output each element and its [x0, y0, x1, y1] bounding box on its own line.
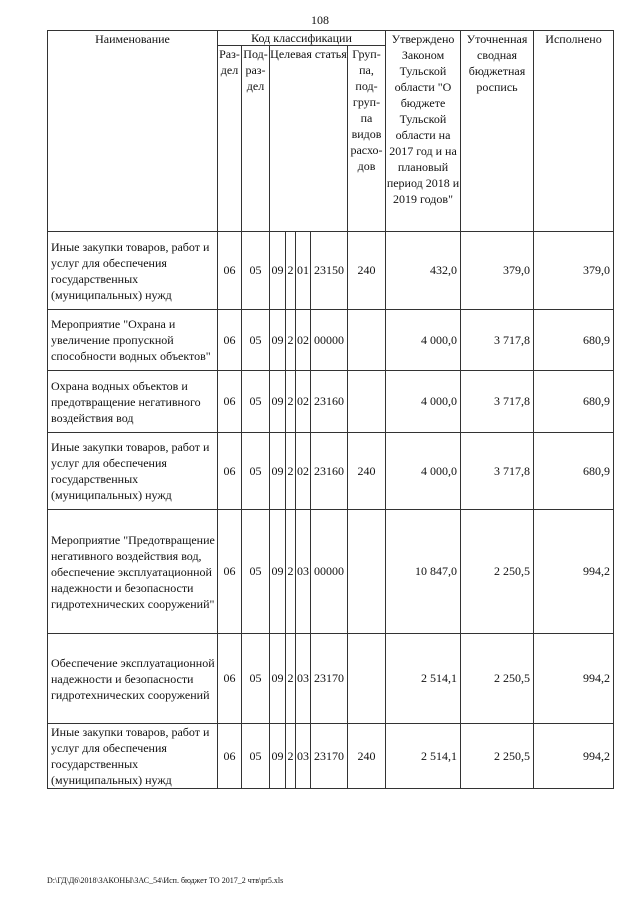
row-direction: 23170 — [311, 724, 348, 789]
row-name: Иные закупки товаров, работ и услуг для обеспечения государственных (муниципальных) нужд — [48, 232, 218, 310]
row-expense-group — [348, 510, 386, 634]
row-event: 02 — [296, 310, 311, 371]
row-program: 09 — [270, 724, 286, 789]
row-name: Мероприятие "Охрана и увеличение пропускной способности водных объектов" — [48, 310, 218, 371]
row-subprogram: 2 — [286, 510, 296, 634]
header-section: Раз-дел — [218, 46, 242, 232]
row-event: 02 — [296, 433, 311, 510]
row-subsection: 05 — [242, 232, 270, 310]
row-approved: 4 000,0 — [386, 371, 461, 433]
header-code-classification: Код классификации — [218, 31, 386, 46]
row-subsection: 05 — [242, 433, 270, 510]
row-event: 03 — [296, 510, 311, 634]
header-refined: Уточненная сводная бюджетная роспись — [461, 31, 534, 232]
row-name: Иные закупки товаров, работ и услуг для обеспечения государственных (муниципальных) нужд — [48, 724, 218, 789]
row-subprogram: 2 — [286, 634, 296, 724]
row-direction: 23170 — [311, 634, 348, 724]
table-row — [48, 724, 614, 789]
row-direction: 00000 — [311, 310, 348, 371]
row-expense-group — [348, 310, 386, 371]
table-row — [48, 510, 614, 634]
row-subsection: 05 — [242, 371, 270, 433]
row-event: 03 — [296, 724, 311, 789]
header-target-article: Целевая статья — [270, 46, 348, 232]
header-executed: Исполнено — [534, 31, 614, 232]
row-section: 06 — [218, 724, 242, 789]
row-program: 09 — [270, 371, 286, 433]
row-direction: 00000 — [311, 510, 348, 634]
row-section: 06 — [218, 232, 242, 310]
file-path-footer: D:\ГД\Д6\2018\ЗАКОНЫ\ЗАС_54\Исп. бюджет ТО 2017_2 чтв\pr5.xls — [47, 876, 284, 885]
row-executed: 680,9 — [534, 371, 614, 433]
row-section: 06 — [218, 310, 242, 371]
budget-table — [47, 30, 614, 789]
table-row — [48, 634, 614, 724]
row-approved: 10 847,0 — [386, 510, 461, 634]
header-approved: Утверждено Законом Тульской области "О бюджете Тульской области на 2017 год и на плановый период 2018 и 2019 годов" — [386, 31, 461, 232]
header-expense-group: Груп-па, под-груп-па видов расхо-дов — [348, 46, 386, 232]
row-subsection: 05 — [242, 724, 270, 789]
row-subprogram: 2 — [286, 310, 296, 371]
row-program: 09 — [270, 510, 286, 634]
row-name: Охрана водных объектов и предотвращение негативного воздействия вод — [48, 371, 218, 433]
page-number: 108 — [311, 13, 329, 27]
row-event: 02 — [296, 371, 311, 433]
row-executed: 994,2 — [534, 510, 614, 634]
row-refined: 2 250,5 — [461, 510, 534, 634]
row-program: 09 — [270, 232, 286, 310]
row-subprogram: 2 — [286, 232, 296, 310]
row-event: 01 — [296, 232, 311, 310]
table-row — [48, 232, 614, 310]
row-refined: 3 717,8 — [461, 310, 534, 371]
row-program: 09 — [270, 634, 286, 724]
row-approved: 4 000,0 — [386, 433, 461, 510]
row-subprogram: 2 — [286, 433, 296, 510]
row-refined: 2 250,5 — [461, 724, 534, 789]
row-refined: 2 250,5 — [461, 634, 534, 724]
row-direction: 23160 — [311, 433, 348, 510]
row-expense-group: 240 — [348, 232, 386, 310]
row-expense-group — [348, 634, 386, 724]
header-name: Наименование — [48, 31, 218, 232]
table-row — [48, 433, 614, 510]
table-row — [48, 310, 614, 371]
row-name: Мероприятие "Предотвращение негативного воздействия вод, обеспечение эксплуатационной надежности и безопасности гидротехнических сооружений" — [48, 510, 218, 634]
row-refined: 3 717,8 — [461, 371, 534, 433]
row-approved: 2 514,1 — [386, 634, 461, 724]
row-subprogram: 2 — [286, 724, 296, 789]
row-approved: 2 514,1 — [386, 724, 461, 789]
row-direction: 23160 — [311, 371, 348, 433]
row-program: 09 — [270, 310, 286, 371]
row-name: Иные закупки товаров, работ и услуг для обеспечения государственных (муниципальных) нужд — [48, 433, 218, 510]
row-name: Обеспечение эксплуатационной надежности и безопасности гидротехнических сооружений — [48, 634, 218, 724]
row-subsection: 05 — [242, 310, 270, 371]
row-executed: 994,2 — [534, 724, 614, 789]
row-direction: 23150 — [311, 232, 348, 310]
row-section: 06 — [218, 634, 242, 724]
row-executed: 680,9 — [534, 433, 614, 510]
row-expense-group: 240 — [348, 724, 386, 789]
row-section: 06 — [218, 433, 242, 510]
row-approved: 432,0 — [386, 232, 461, 310]
row-refined: 3 717,8 — [461, 433, 534, 510]
row-program: 09 — [270, 433, 286, 510]
row-refined: 379,0 — [461, 232, 534, 310]
header-subsection: Под-раз-дел — [242, 46, 270, 232]
row-executed: 994,2 — [534, 634, 614, 724]
row-expense-group: 240 — [348, 433, 386, 510]
row-executed: 680,9 — [534, 310, 614, 371]
row-expense-group — [348, 371, 386, 433]
row-section: 06 — [218, 371, 242, 433]
row-approved: 4 000,0 — [386, 310, 461, 371]
row-executed: 379,0 — [534, 232, 614, 310]
table-row — [48, 371, 614, 433]
row-subsection: 05 — [242, 634, 270, 724]
row-section: 06 — [218, 510, 242, 634]
row-event: 03 — [296, 634, 311, 724]
row-subprogram: 2 — [286, 371, 296, 433]
row-subsection: 05 — [242, 510, 270, 634]
